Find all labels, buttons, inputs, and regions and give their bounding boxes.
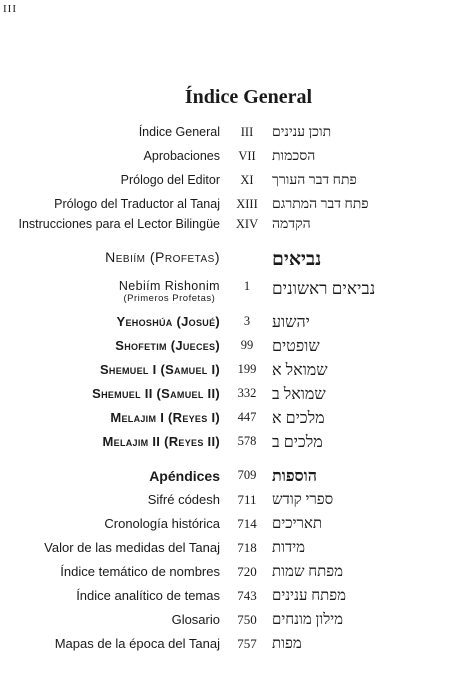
toc-row-book[interactable] <box>0 314 465 336</box>
toc-page-number: 1 <box>243 279 251 293</box>
toc-row-book[interactable] <box>0 386 465 408</box>
toc-row-book[interactable] <box>0 362 465 384</box>
toc-page-number: 711 <box>237 492 257 507</box>
book-title-spanish: Shofetim (Jueces) <box>115 338 220 353</box>
toc-row-front[interactable] <box>0 125 465 147</box>
appendix-entry-hebrew: תאריכים <box>272 516 323 532</box>
page-number: III <box>3 3 17 15</box>
book-title-spanish: Yehoshúa (Josué) <box>116 314 220 329</box>
page-title: Índice General <box>184 86 313 108</box>
toc-entry-spanish: Prólogo del Traductor al Tanaj <box>54 197 220 211</box>
book-title-spanish: Melajim I (Reyes I) <box>110 410 220 425</box>
toc-row-front[interactable] <box>0 173 465 195</box>
section-title-hebrew: נביאים <box>272 249 322 270</box>
appendix-entry-spanish: Índice analítico de temas <box>76 588 220 603</box>
section-title-spanish: Nebiím (Profetas) <box>105 249 220 265</box>
toc-row-book[interactable] <box>0 434 465 456</box>
book-title-hebrew: שמואל ב <box>272 386 326 403</box>
toc-row-appendix[interactable] <box>0 540 465 562</box>
toc-entry-hebrew: הקדמה <box>272 217 311 232</box>
appendix-entry-spanish: Sifré códesh <box>147 492 220 507</box>
appendix-entry-hebrew: מידות <box>272 540 306 556</box>
toc-page-number: 199 <box>237 362 257 376</box>
toc-row-appendix[interactable] <box>0 516 465 538</box>
appendix-entry-hebrew: מפתח ענינים <box>272 588 346 604</box>
appendix-entry-spanish: Mapas de la época del Tanaj <box>54 636 220 651</box>
toc-row-front[interactable] <box>0 149 465 171</box>
book-title-hebrew: מלכים ב <box>272 434 323 451</box>
toc-entry-hebrew: פתח דבר המתרגם <box>272 197 369 212</box>
toc-row-book[interactable] <box>0 338 465 360</box>
book-title-hebrew: שמואל א <box>272 362 328 379</box>
book-title-spanish: Melajim II (Reyes II) <box>102 434 220 449</box>
book-title-spanish: Shemuel I (Samuel I) <box>99 362 220 377</box>
appendix-entry-spanish: Cronología histórica <box>104 516 220 531</box>
toc-row-front[interactable] <box>0 217 465 239</box>
toc-entry-spanish: Instrucciones para el Lector Bilingüe <box>18 217 220 231</box>
toc-entry-hebrew: פתח דבר העורך <box>272 173 357 188</box>
subsection-title-main: Nebiím Rishonim <box>118 279 220 293</box>
toc-page-number: XI <box>240 173 254 187</box>
toc-page-number: 720 <box>237 564 257 579</box>
toc-page-number: 757 <box>237 636 257 651</box>
book-title-hebrew: יהשוע <box>272 314 310 331</box>
subsection-title-hebrew: נביאים ראשונים <box>272 279 376 298</box>
appendix-entry-hebrew: מילון מונחים <box>272 612 344 628</box>
toc-section-header[interactable] <box>0 249 465 271</box>
book-title-spanish: Shemuel II (Samuel II) <box>92 386 220 401</box>
toc-page-number: 332 <box>237 386 257 400</box>
toc-page-number: 99 <box>240 338 254 352</box>
book-title-hebrew: מלכים א <box>272 410 325 427</box>
appendix-entry-hebrew: מפתח שמות <box>272 564 344 580</box>
toc-page-number: VII <box>238 149 256 163</box>
toc-entry-hebrew: הסכמות <box>272 149 316 164</box>
toc-subsection-header[interactable] <box>0 279 465 309</box>
toc-row-appendix[interactable] <box>0 492 465 514</box>
toc-page-number: 447 <box>237 410 257 424</box>
toc-entry-hebrew: תוכן ענינים <box>272 125 332 140</box>
toc-row-appendix[interactable] <box>0 564 465 586</box>
appendix-entry-spanish: Valor de las medidas del Tanaj <box>44 540 220 555</box>
toc-page-number: 3 <box>243 314 251 328</box>
appendix-title-spanish: Apéndices <box>149 468 220 484</box>
toc-page-number: 743 <box>237 588 257 603</box>
toc-page-number: XIII <box>236 197 258 211</box>
toc-entry-spanish: Aprobaciones <box>143 149 220 163</box>
appendix-entry-hebrew: מפות <box>272 636 302 652</box>
toc-appendix-header[interactable] <box>0 468 465 490</box>
toc-row-appendix[interactable] <box>0 612 465 634</box>
subsection-title-sub: (Primeros Profetas) <box>123 293 216 304</box>
toc-entry-spanish: Índice General <box>138 125 220 139</box>
toc-page-number: 709 <box>237 468 257 482</box>
toc-row-appendix[interactable] <box>0 588 465 610</box>
appendix-entry-spanish: Índice temático de nombres <box>60 564 220 579</box>
toc-row-front[interactable] <box>0 197 465 219</box>
toc-page-number: 718 <box>237 540 257 555</box>
toc-page-number: 578 <box>237 434 257 448</box>
toc-page-number: 714 <box>237 516 257 531</box>
toc-entry-spanish: Prólogo del Editor <box>120 173 220 187</box>
appendix-entry-hebrew: ספרי קודש <box>272 492 334 508</box>
toc-page-number: XIV <box>235 217 259 231</box>
toc-page-number: III <box>240 125 254 139</box>
appendix-title-hebrew: הוספות <box>272 468 317 485</box>
book-title-hebrew: שופטים <box>272 338 320 355</box>
toc-row-book[interactable] <box>0 410 465 432</box>
toc-row-appendix[interactable] <box>0 636 465 658</box>
toc-page-number: 750 <box>237 612 257 627</box>
appendix-entry-spanish: Glosario <box>171 612 220 627</box>
subsection-title-spanish <box>119 279 220 304</box>
